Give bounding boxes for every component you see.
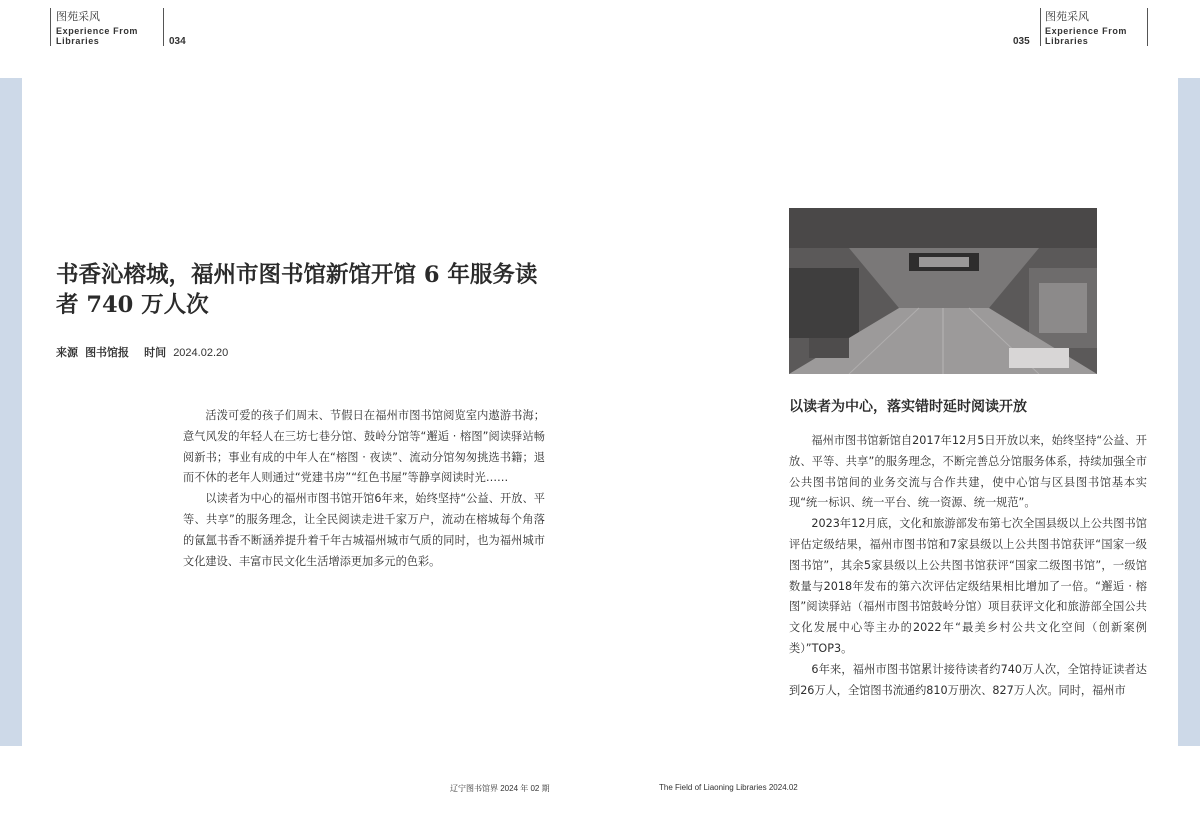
right-side-band <box>1178 78 1200 746</box>
section-subheading: 以读者为中心，落实错时延时阅读开放 <box>789 399 1027 415</box>
section-title-cn: 图苑采风 <box>1045 11 1089 23</box>
page-number: 035 <box>1013 36 1030 47</box>
library-interior-photo <box>789 208 1097 374</box>
paragraph: 2023年12月底，文化和旅游部发布第七次全国县级以上公共图书馆评估定级结果，福州市图书馆和7家县级以上公共图书馆获评“国家一级图书馆”，其余5家县级以上公共图书馆获评“国家二级图书馆”，一级馆数量与2018年发布的第六次评估定级结果相比增加了一倍。“邂逅 · 榕图”阅读驿站（福州市图书馆鼓岭分馆）项目获评文化和旅游部全国公共文化发展中心等主办的2022年“最美乡村公共文化空间（创新案例类）”TOP3。 <box>789 517 1147 655</box>
paragraph: 活泼可爱的孩子们周末、节假日在福州市图书馆阅览室内遨游书海；意气风发的年轻人在三坊七巷分馆、鼓岭分馆等“邂逅 · 榕图”阅读驿站畅阅新书；事业有成的中年人在“榕图 · 夜读”、流动分馆匆匆挑选书籍；退而不休的老年人则通过“党建书房”“红色书屋”等静享阅读时光…… <box>183 409 545 485</box>
section-title-en: Experience From Libraries <box>56 26 139 46</box>
left-footer: 辽宁图书馆界 2024 年 02 期 <box>450 784 550 793</box>
article-meta <box>56 344 232 360</box>
paragraph: 6年来，福州市图书馆累计接待读者约740万人次，全馆持证读者达到26万人，全馆图书流通约810万册次、827万人次。同时，福州市 <box>789 662 1147 697</box>
paragraph: 以读者为中心的福州市图书馆开馆6年来，始终坚持“公益、开放、平等、共享”的服务理念，让全民阅读走进千家万户，流动在榕城每个角落的氤氲书香不断涵养提升着千年古城福州城市气质的同时，也为福州城市文化建设、丰富市民文化生活增添更加多元的色彩。 <box>183 492 545 568</box>
header-divider <box>1147 8 1148 46</box>
time-value: 2024.02.20 <box>173 347 229 359</box>
right-section-header <box>1045 12 1145 46</box>
left-side-band <box>0 78 22 746</box>
time-label: 时间 <box>144 347 167 359</box>
left-section-header <box>56 12 156 46</box>
section-title-en: Experience From Libraries <box>1045 26 1128 46</box>
header-divider <box>163 8 164 46</box>
page-number: 034 <box>169 36 186 47</box>
source-label: 来源 <box>56 347 78 359</box>
header-divider <box>50 8 51 46</box>
source-value: 图书馆报 <box>85 347 130 359</box>
section-title-cn: 图苑采风 <box>56 11 100 23</box>
library-interior-illustration <box>789 208 1097 374</box>
right-body-text <box>789 431 1147 701</box>
left-body-text <box>183 406 545 572</box>
header-divider <box>1040 8 1041 46</box>
right-footer: The Field of Liaoning Libraries 2024.02 <box>659 783 798 792</box>
paragraph: 福州市图书馆新馆自2017年12月5日开放以来，始终坚持“公益、开放、平等、共享”的服务理念，不断完善总分馆服务体系，持续加强全市公共图书馆间的业务交流与合作共建，使中心馆与区县图书馆基本实现“统一标识、统一平台、统一资源、统一规范”。 <box>789 434 1147 510</box>
article-title: 书香沁榕城，福州市图书馆新馆开馆 6 年服务读者 740 万人次 <box>56 262 538 318</box>
